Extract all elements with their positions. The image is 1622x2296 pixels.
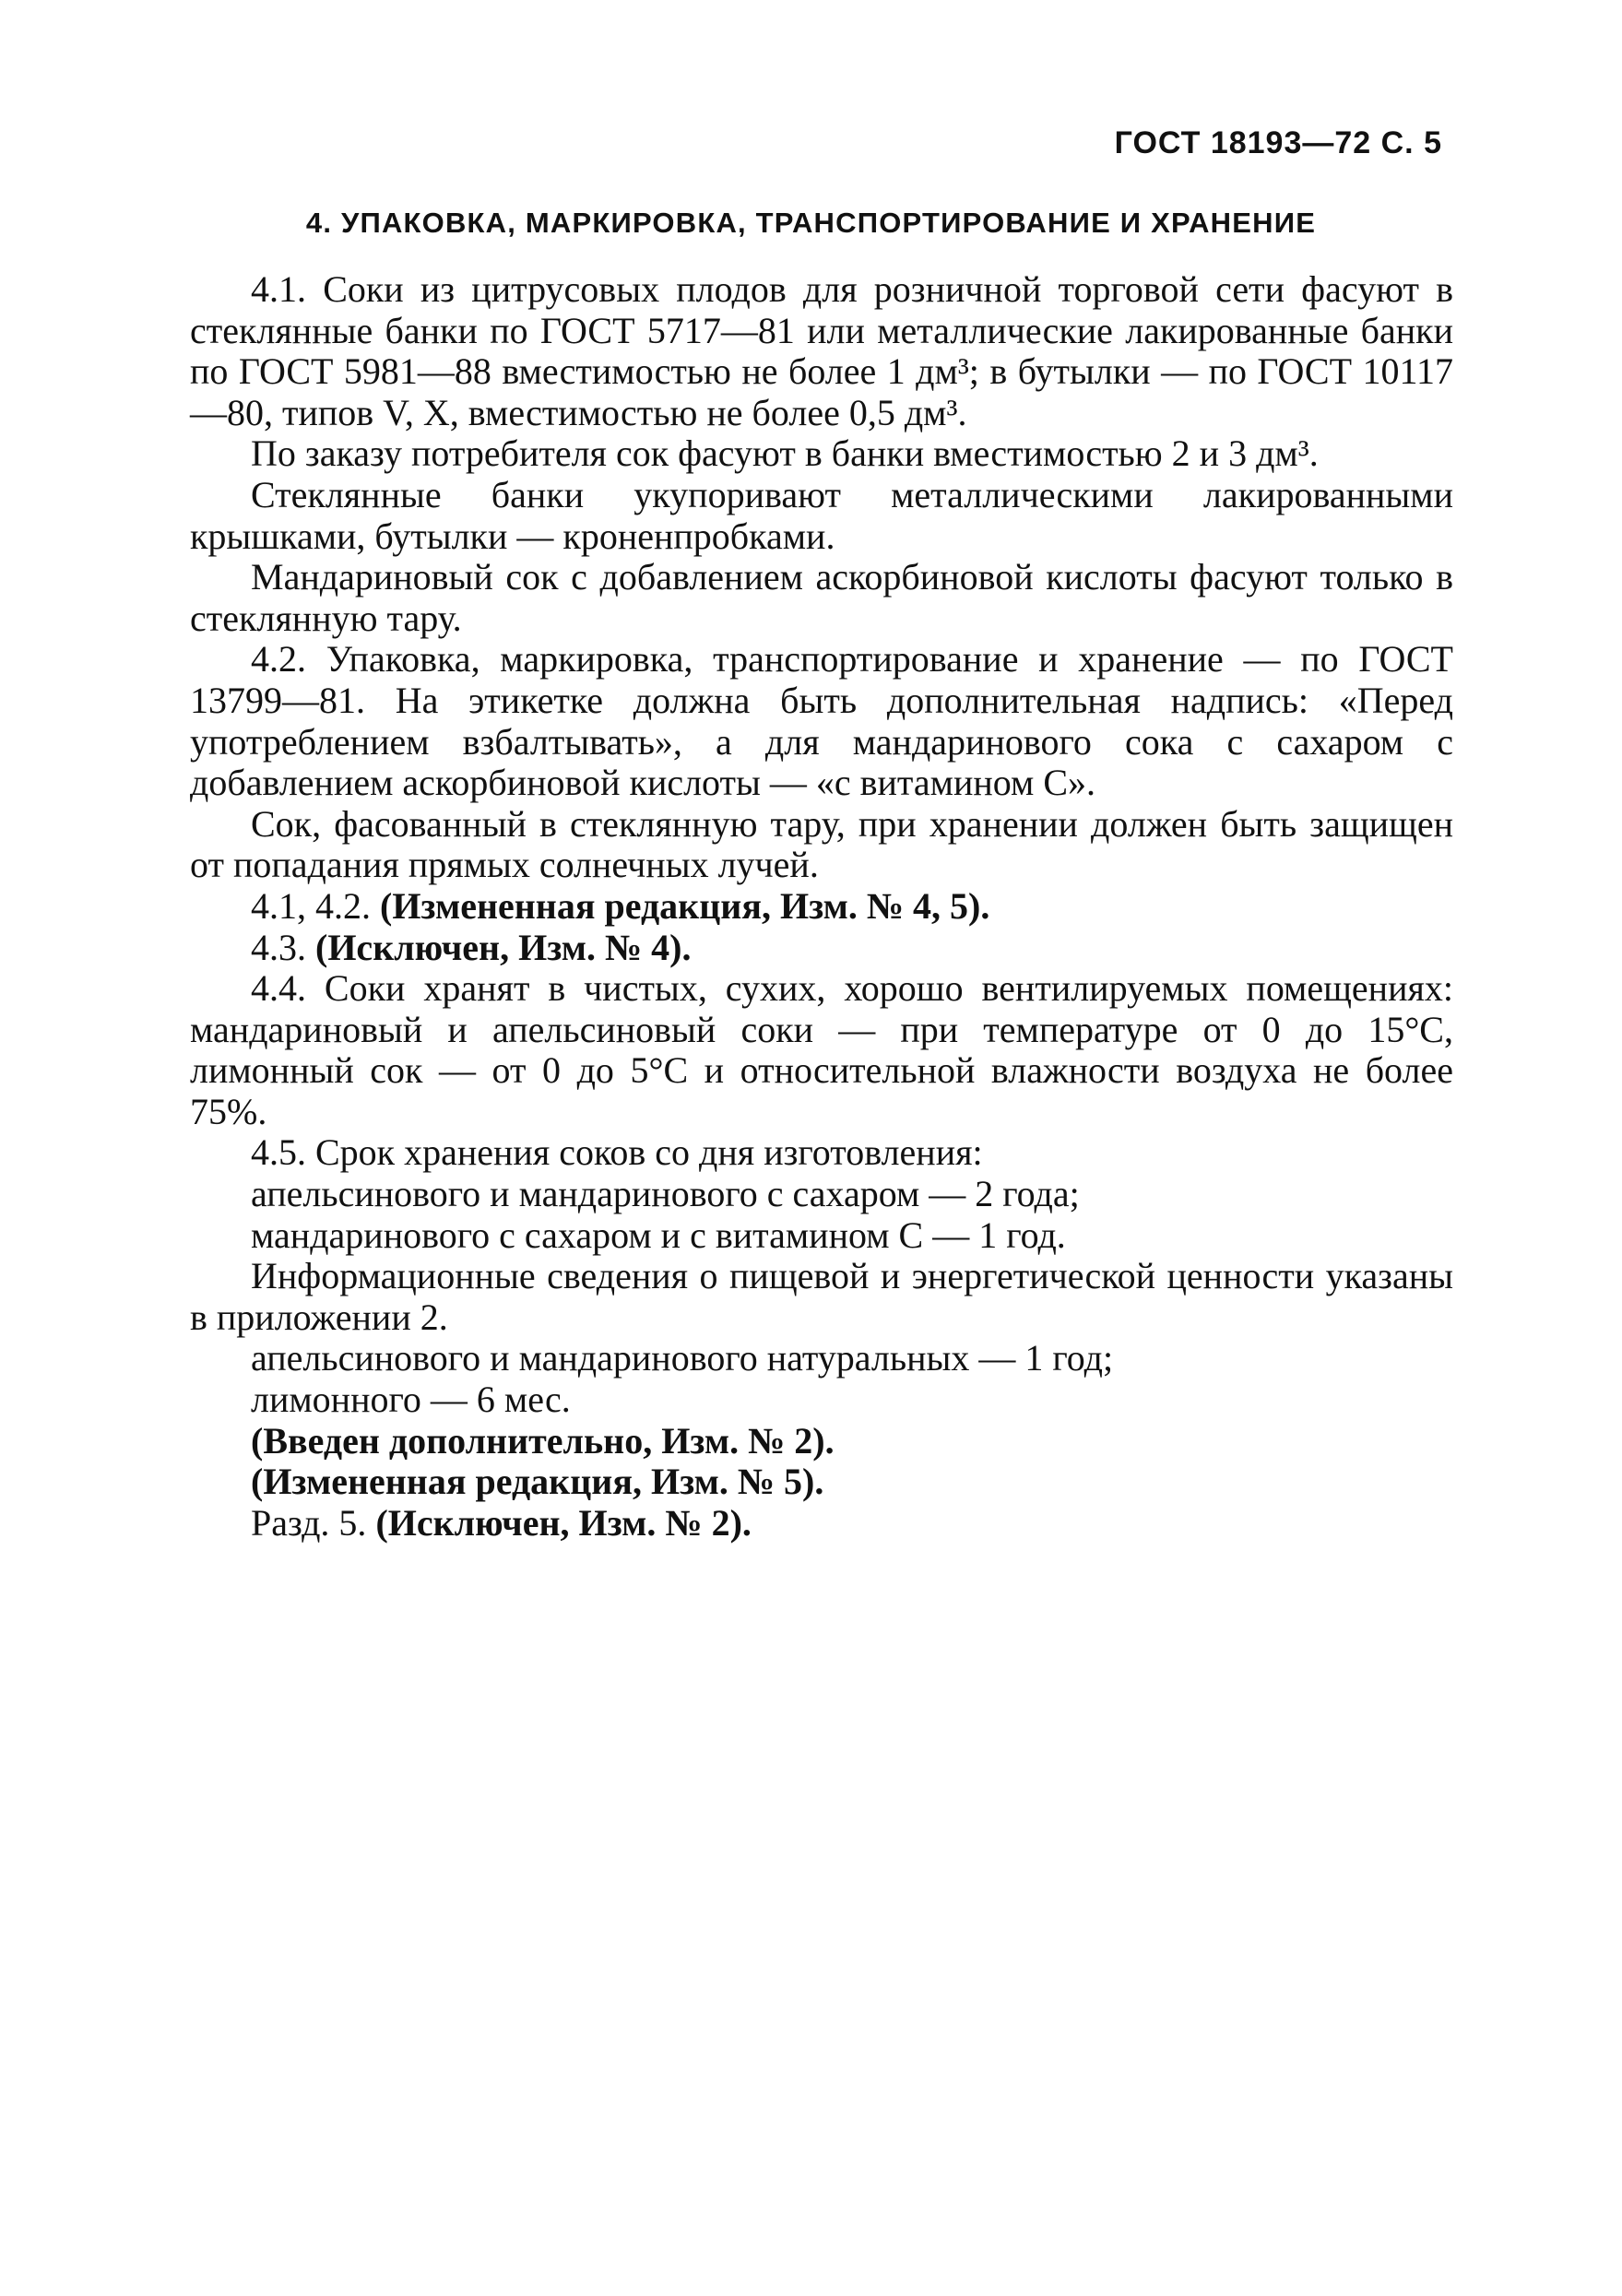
document-body — [190, 269, 1453, 1544]
paragraph-4-3-prefix: 4.3. — [251, 926, 315, 968]
paragraph-glass-jars: Стеклянные банки укупоривают металлическими лакированными крышками, бутылки — кроненпробками. — [190, 473, 1453, 557]
section-5-note — [190, 1503, 1453, 1544]
paragraph-order: По заказу потребителя сок фасуют в банки вместимостью 2 и 3 дм³. — [251, 432, 1319, 475]
note-introduced: (Введен дополнительно, Изм. № 2). — [251, 1419, 835, 1462]
paragraph-4-5: 4.5. Срок хранения соков со дня изготовления: — [251, 1131, 983, 1174]
paragraph-information: Информационные сведения о пищевой и энергетической ценности указаны в приложении 2. — [190, 1255, 1453, 1338]
page-header-reference: ГОСТ 18193—72 С. 5 — [1114, 125, 1442, 160]
paragraph-4-3-note: (Исключен, Изм. № 4). — [315, 926, 692, 968]
paragraph-mandarin-juice: Мандариновый сок с добавлением аскорбиновой кислоты фасуют только в стеклянную тару. — [190, 556, 1453, 639]
list-line-lemon: лимонного — 6 мес. — [251, 1379, 571, 1421]
paragraph-4-1: 4.1. Соки из цитрусовых плодов для розничной торговой сети фасуют в стеклянные банки по ГОСТ 5717—81 или металлические лакированные банки по ГОСТ 5981—88 вместимостью не более 1 дм³; в бутылки — по ГОСТ 10117—80, типов V, X, вместимостью не более 0,5 дм³. — [190, 268, 1453, 433]
paragraph-sunlight: Сок, фасованный в стеклянную тару, при хранении должен быть защищен от попадания прямых солнечных лучей. — [190, 802, 1453, 886]
paragraph-4-3 — [190, 928, 1453, 969]
section-5-status: (Исключен, Изм. № 2). — [375, 1501, 752, 1544]
list-line-natural: апельсинового и мандаринового натуральных — 1 год; — [251, 1337, 1114, 1379]
paragraph-4-4: 4.4. Соки хранят в чистых, сухих, хорошо вентилируемых помещениях: мандариновый и апельсиновый соки — при температуре от 0 до 15°С, лимонный сок — от 0 до 5°С и относительной влажности воздуха не более 75%. — [190, 967, 1453, 1132]
list-line-mandarin-vitamin: мандаринового с сахаром и с витамином С — 1 год. — [251, 1213, 1066, 1256]
paragraph-4-2: 4.2. Упаковка, маркировка, транспортирование и хранение — по ГОСТ 13799—81. На этикетке должна быть дополнительная надпись: «Перед употреблением взбалтывать», а для мандаринового сока с сахаром с добавлением аскорбиновой кислоты — «с витамином С». — [190, 638, 1453, 804]
section-5-prefix: Разд. 5. — [251, 1501, 376, 1544]
section-title: 4. УПАКОВКА, МАРКИРОВКА, ТРАНСПОРТИРОВАНИЕ И ХРАНЕНИЕ — [305, 207, 1317, 239]
note-revised: (Измененная редакция, Изм. № 5). — [251, 1461, 824, 1503]
revision-note-text: (Измененная редакция, Изм. № 4, 5). — [380, 884, 990, 927]
list-line-orange-sugar: апельсинового и мандаринового с сахаром — 2 года; — [251, 1173, 1080, 1215]
revision-note-4-1-4-2 — [190, 886, 1453, 928]
revision-prefix: 4.1, 4.2. — [251, 884, 380, 927]
